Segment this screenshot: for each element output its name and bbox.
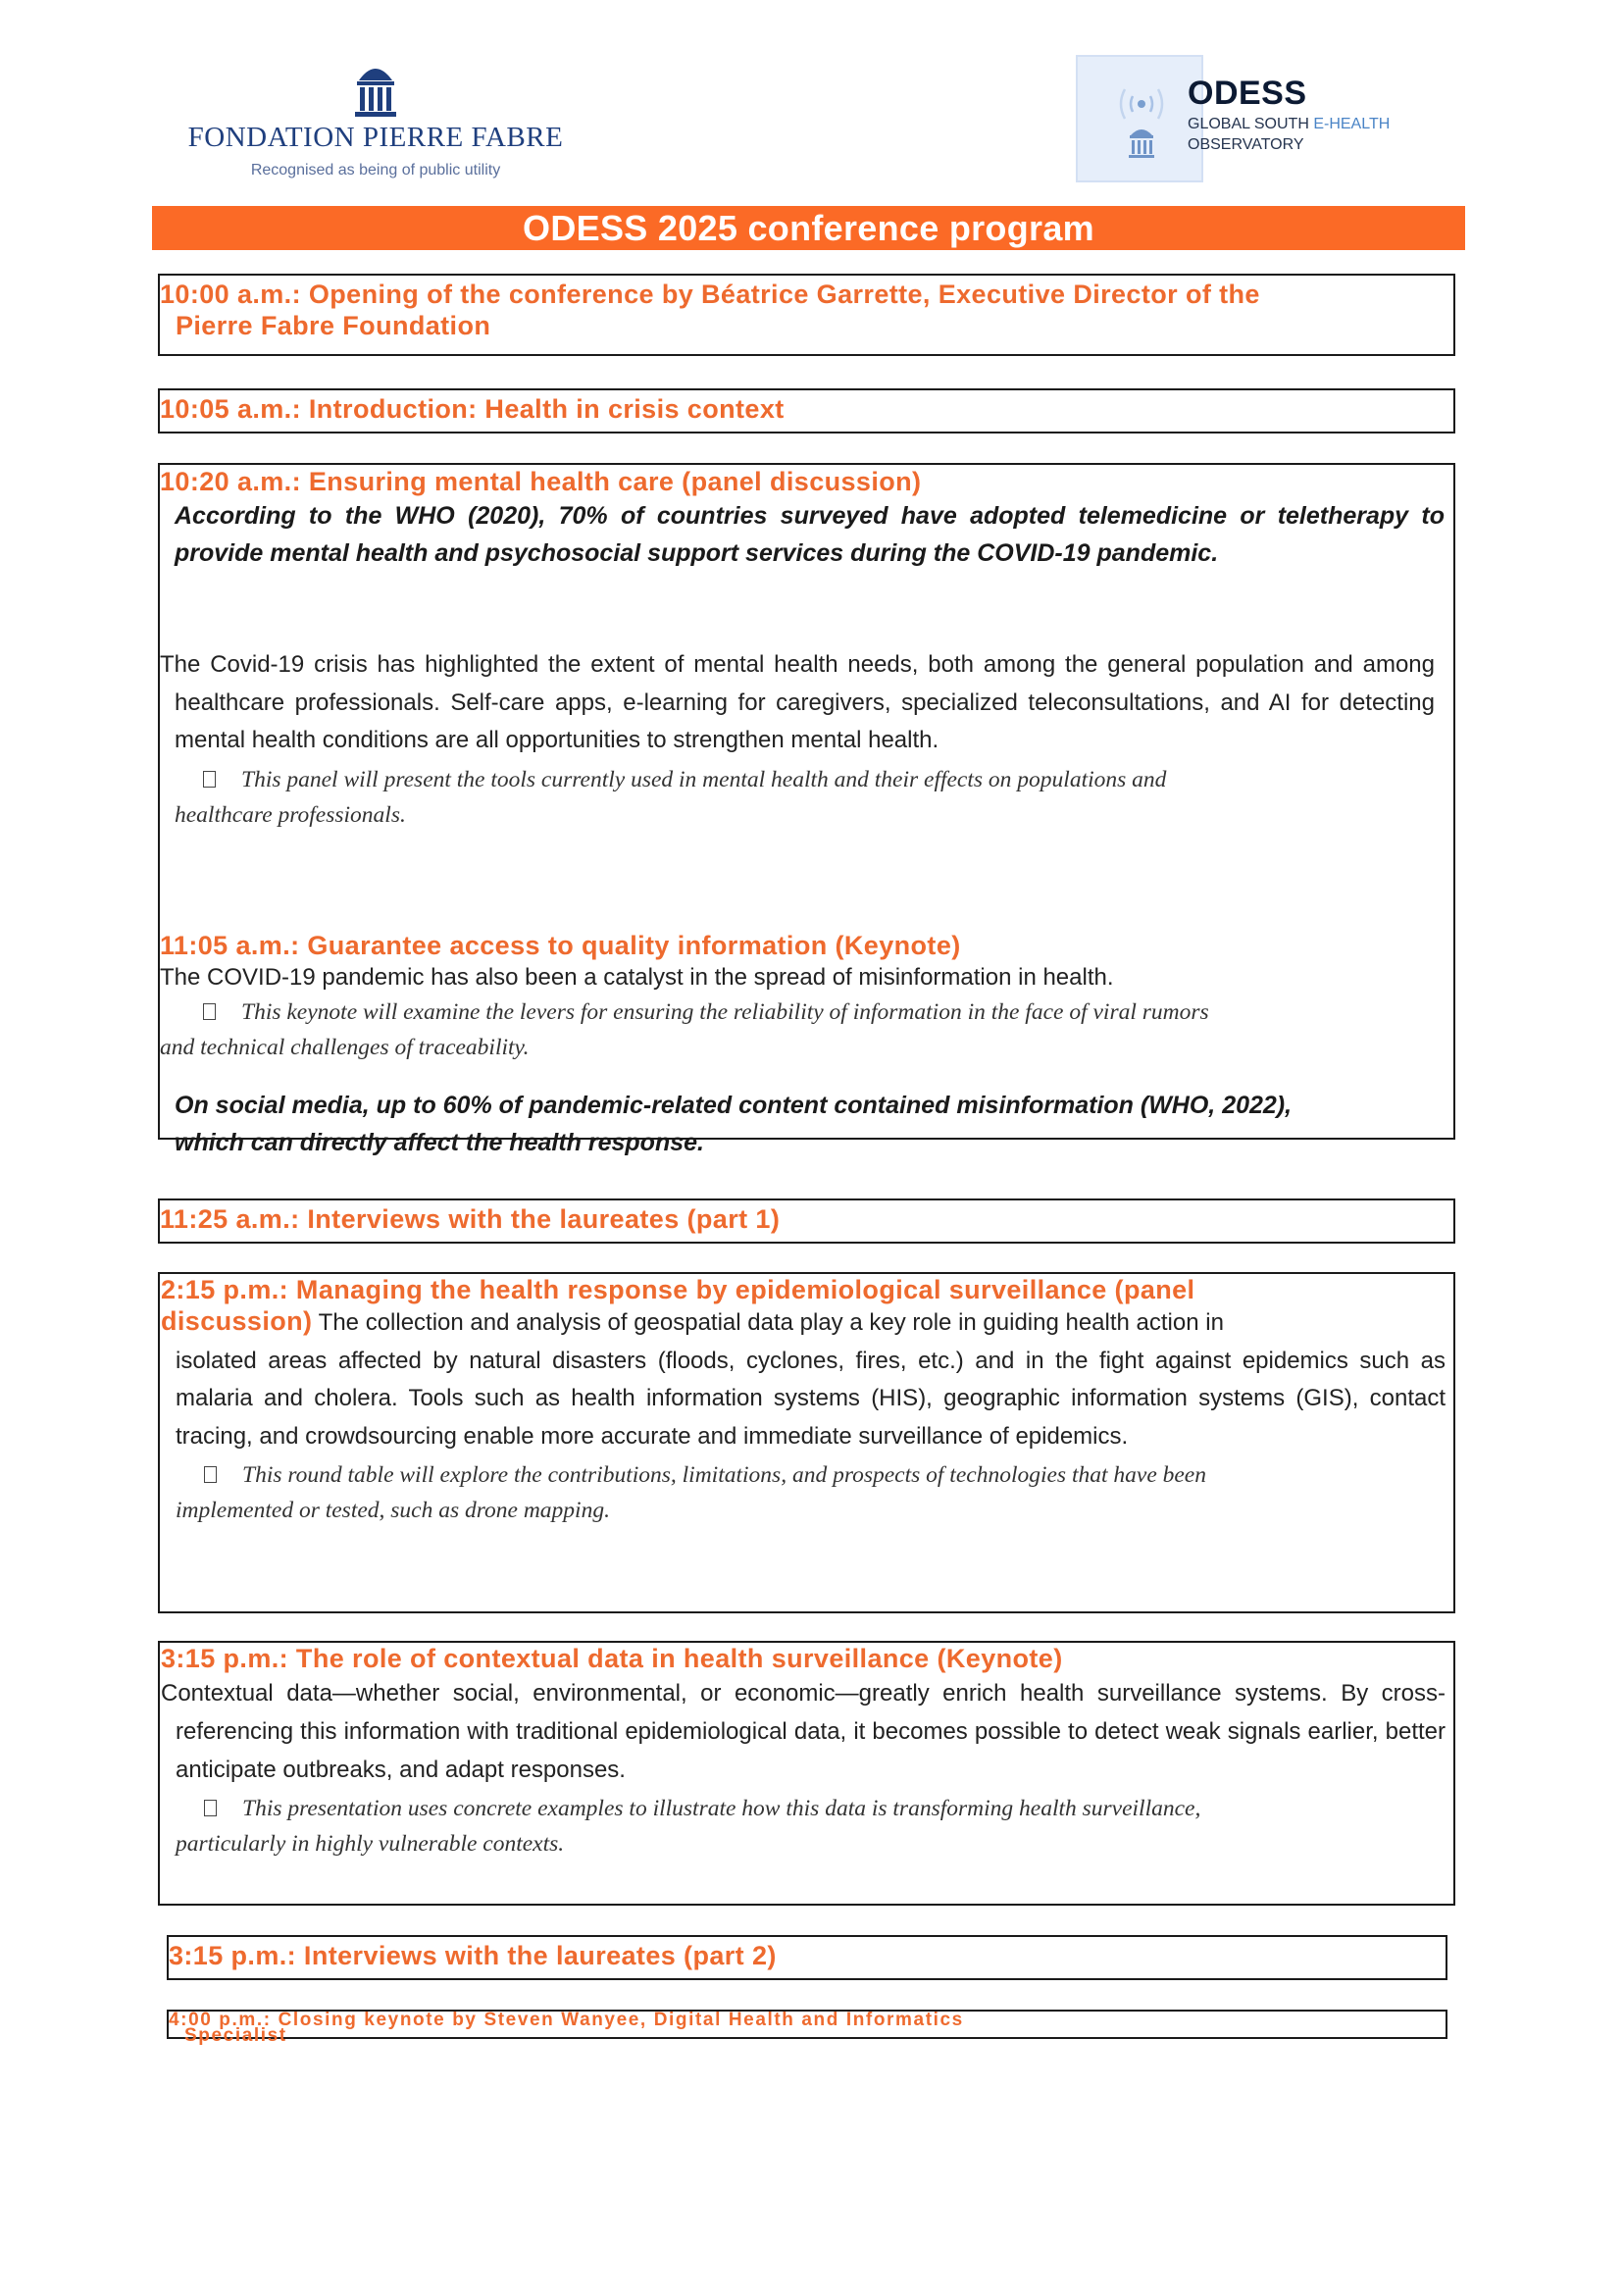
mental-health-note-line1: This panel will present the tools currently used in mental health and their effects on populations and	[241, 766, 1167, 792]
checkbox-glyph-icon	[203, 1003, 216, 1020]
odess-subtitle-line1	[1188, 116, 1390, 133]
session-laureates-part1-heading: 11:25 a.m.: Interviews with the laureates (part 1)	[160, 1204, 781, 1234]
session-introduction	[158, 388, 1455, 433]
information-body: The COVID-19 pandemic has also been a catalyst in the spread of misinformation in health.	[160, 964, 1114, 991]
surveillance-note-line1: This round table will explore the contributions, limitations, and prospects of technologies that have been	[242, 1462, 1206, 1488]
session-surveillance-heading-line1: 2:15 p.m.: Managing the health response by epidemiological surveillance (panel	[161, 1275, 1195, 1304]
session-mental-health-heading: 10:20 a.m.: Ensuring mental health care (panel discussion)	[160, 467, 922, 496]
surveillance-note	[161, 1457, 1446, 1528]
session-closing-keynote-heading	[169, 2010, 1444, 2046]
session-opening-heading-line2: Pierre Fabre Foundation	[176, 311, 491, 340]
information-note	[160, 994, 1454, 1065]
session-closing-keynote-heading-line2: Specialist	[184, 2025, 287, 2046]
surveillance-body-rest: isolated areas affected by natural disasters (floods, cyclones, fires, etc.) and in the fight against epidemics such as malaria and cholera. Tools such as health information systems (HIS), geographic information systems (GIS), contact tracing, and crowdsourcing enable more accurate and immediate surveillance of epidemics.	[176, 1347, 1446, 1450]
session-laureates-part1	[158, 1198, 1455, 1244]
session-closing-keynote-content	[169, 2010, 1444, 2046]
mental-health-note-line2: healthcare professionals.	[175, 801, 406, 828]
information-note-line1: This keynote will examine the levers for ensuring the reliability of information in the face of viral rumors	[241, 999, 1209, 1025]
session-contextual-data	[158, 1641, 1455, 1906]
session-mental-health-content	[160, 466, 1445, 572]
session-introduction-heading: 10:05 a.m.: Introduction: Health in crisis context	[160, 394, 785, 424]
mental-health-statistic: According to the WHO (2020), 70% of countries surveyed have adopted telemedicine or teletherapy to provide mental health and psychosocial support services during the COVID-19 pandemic.	[175, 502, 1445, 567]
session-opening-heading-line1: 10:00 a.m.: Opening of the conference by Béatrice Garrette, Executive Director of the	[160, 280, 1260, 309]
fondation-pierre-fabre-logo	[179, 61, 572, 186]
surveillance-body-line1: The collection and analysis of geospatial data play a key role in guiding health action in	[312, 1309, 1224, 1336]
odess-title: ODESS	[1188, 75, 1307, 112]
fpf-name: FONDATION PIERRE FABRE	[187, 122, 564, 153]
building-dome-icon	[351, 61, 400, 120]
session-surveillance	[158, 1272, 1455, 1613]
broadcast-signal-icon	[1078, 57, 1205, 184]
session-opening	[158, 274, 1455, 356]
session-contextual-data-heading: 3:15 p.m.: The role of contextual data in health surveillance (Keynote)	[161, 1644, 1063, 1673]
information-statistic-line2: which can directly affect the health response.	[175, 1129, 704, 1156]
information-note-line2: and technical challenges of traceability.	[160, 1035, 530, 1060]
odess-subtitle-a: GLOBAL SOUTH	[1188, 116, 1314, 132]
contextual-data-note	[161, 1791, 1446, 1861]
fpf-tagline: Recognised as being of public utility	[250, 162, 501, 178]
checkbox-glyph-icon	[204, 1466, 217, 1483]
program-title: ODESS 2025 conference program	[523, 207, 1094, 248]
session-closing-keynote-heading-line1: 4:00 p.m.: Closing keynote by Steven Wanyee, Digital Health and Informatics	[169, 2010, 964, 2030]
checkbox-glyph-icon	[204, 1800, 217, 1816]
session-surveillance-heading-line2: discussion)	[161, 1306, 313, 1336]
odess-subtitle-b: E-HEALTH	[1313, 116, 1391, 132]
contextual-data-note-line1: This presentation uses concrete examples to illustrate how this data is transforming health surveillance,	[242, 1796, 1201, 1821]
session-laureates-part2	[167, 1935, 1447, 1980]
checkbox-glyph-icon	[203, 771, 216, 788]
surveillance-note-line2: implemented or tested, such as drone mapping.	[176, 1498, 610, 1523]
mental-health-description	[160, 646, 1435, 833]
odess-subtitle-line2: OBSERVATORY	[1188, 136, 1304, 153]
information-statistic	[160, 1087, 1454, 1161]
odess-logo	[1076, 55, 1409, 184]
session-laureates-part2-heading: 3:15 p.m.: Interviews with the laureates (part 2)	[169, 1941, 777, 1970]
contextual-data-body: Contextual data—whether social, environmental, or economic—greatly enrich health surveillance systems. By cross-referencing this information with traditional epidemiological data, it becomes possible to detect weak signals earlier, better anticipate outbreaks, and adapt responses.	[161, 1680, 1446, 1783]
session-information-heading: 11:05 a.m.: Guarantee access to quality information (Keynote)	[160, 931, 961, 960]
session-information	[160, 930, 1454, 1161]
odess-logo-mark	[1076, 55, 1203, 182]
session-opening-heading	[160, 279, 1453, 341]
information-statistic-line1: On social media, up to 60% of pandemic-related content contained misinformation (WHO, 2022),	[175, 1092, 1293, 1119]
contextual-data-note-line2: particularly in highly vulnerable contexts.	[176, 1831, 565, 1857]
mental-health-note	[160, 762, 1435, 833]
surveillance-body	[161, 1304, 1446, 1455]
program-banner	[152, 206, 1465, 250]
mental-health-body: The Covid-19 crisis has highlighted the extent of mental health needs, both among the general population and among healthcare professionals. Self-care apps, e-learning for caregivers, specialized teleconsultations, and AI for detecting mental health conditions are all opportunities to strengthen mental health.	[160, 651, 1435, 753]
